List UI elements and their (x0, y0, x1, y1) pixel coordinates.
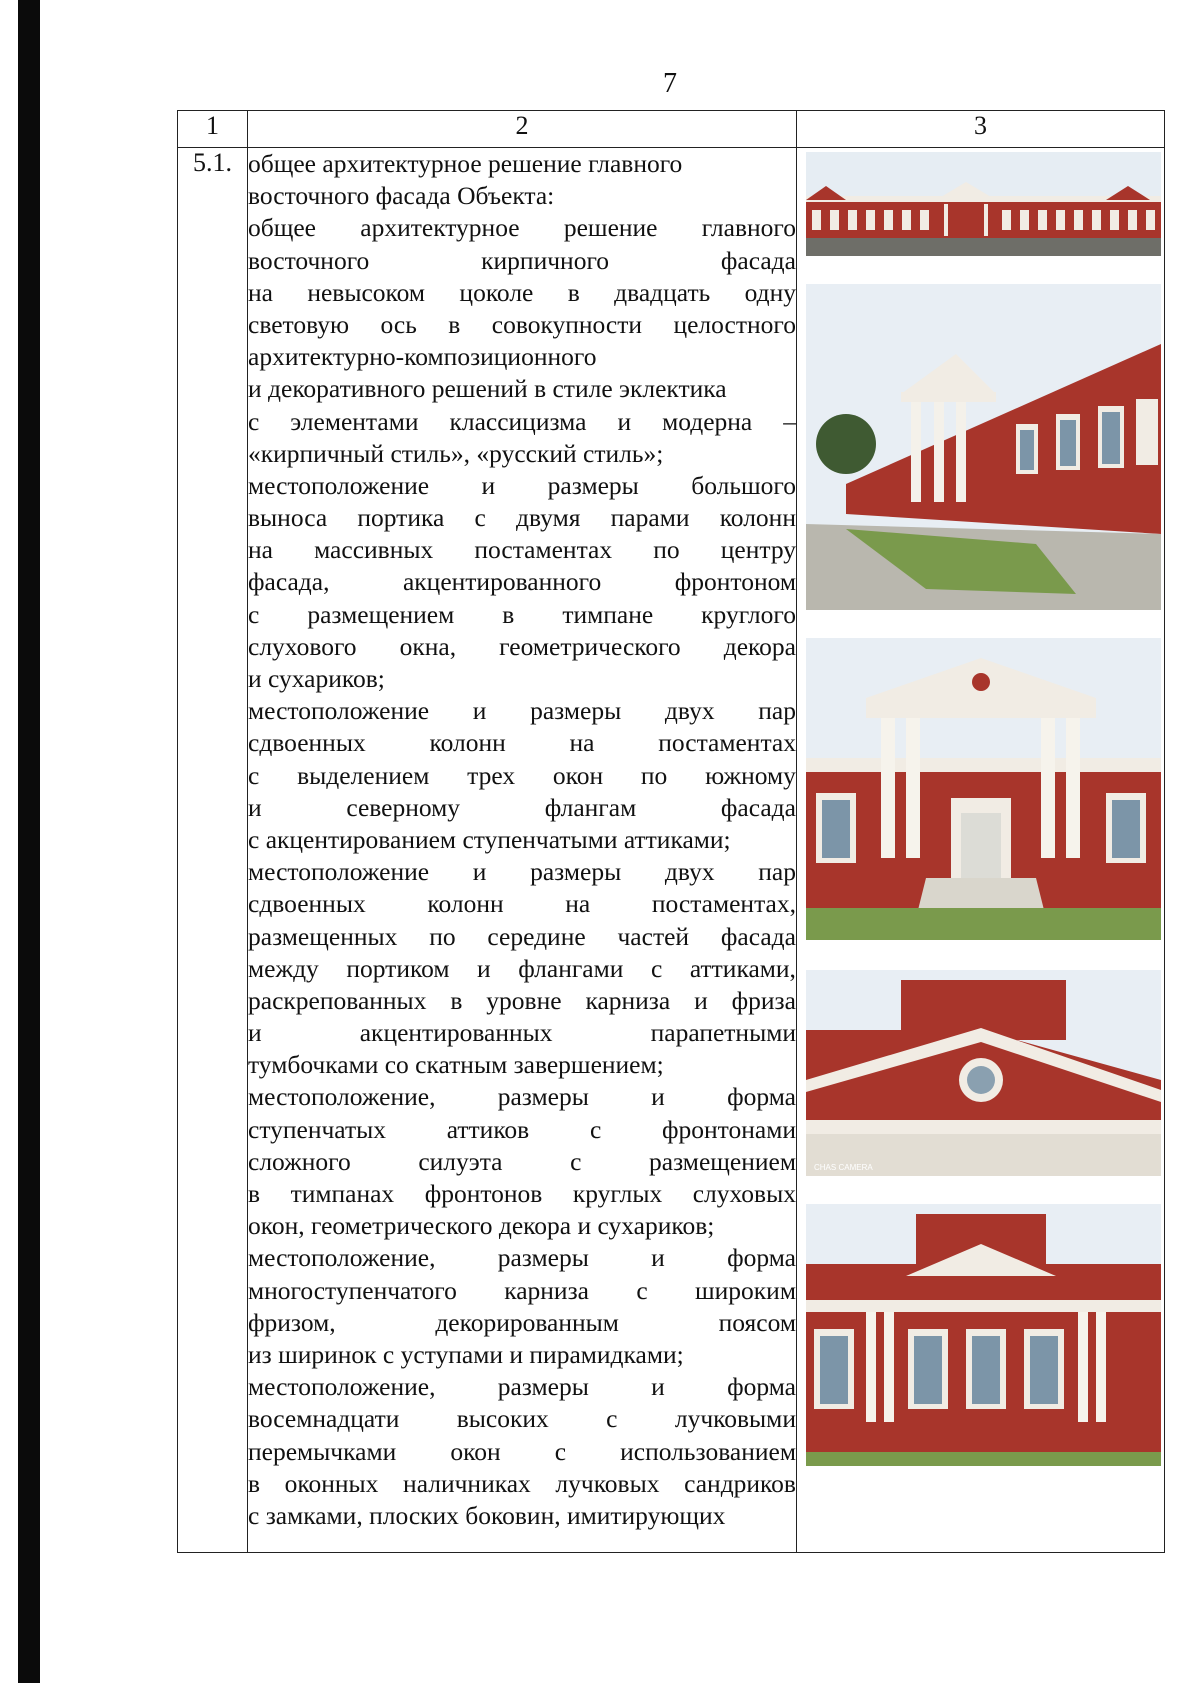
description-line: общее архитектурное решение главного (248, 149, 683, 178)
description-line: фасада, акцентированного фронтоном (248, 567, 796, 597)
photo-side-wing (806, 1204, 1161, 1466)
description-line: размещенных по середине частей фасада (248, 921, 796, 951)
description-line: перемычками окон с использованием (248, 1436, 796, 1466)
header-col-2: 2 (248, 111, 797, 148)
description-line: архитектурно-композиционного (248, 342, 597, 372)
description-line: местоположение и размеры двух пар (248, 857, 796, 887)
description-line: восточного фасада Объекта: (248, 181, 555, 211)
description-line: на невысоком цоколе в двадцать одну (248, 277, 796, 307)
description-line: фризом, декорированным поясом (248, 1307, 796, 1337)
description-line: местоположение, размеры и форма (248, 1372, 796, 1402)
description-line: и декоративного решений в стиле эклектика (248, 374, 727, 404)
description-line: местоположение и размеры двух пар (248, 696, 796, 726)
description-line: слухового окна, геометрического декора (248, 631, 796, 661)
header-col-3: 3 (797, 111, 1165, 148)
photo-portico-perspective (806, 284, 1161, 610)
description-line: на массивных постаментах по центру (248, 535, 796, 565)
photo-portico-front (806, 638, 1161, 940)
table-row (178, 148, 1165, 1553)
photo-attic-pediment (806, 970, 1161, 1176)
description-line: сдвоенных колонн на постаментах (248, 728, 796, 758)
description-line: восточного кирпичного фасада (248, 245, 796, 275)
description-line: местоположение, размеры и форма (248, 1243, 796, 1273)
description-line: ступенчатых аттиков с фронтонами (248, 1114, 796, 1144)
description-line: местоположение, размеры и форма (248, 1082, 796, 1112)
description-line: с акцентированием ступенчатыми аттиками; (248, 824, 731, 854)
description-line: между портиком и флангами с аттиками, (248, 953, 796, 983)
description-line: «кирпичный стиль», «русский стиль»; (248, 438, 664, 468)
description-line: световую ось в совокупности целостного (248, 309, 796, 339)
description-line: и северному флангам фасада (248, 792, 796, 822)
row-number: 5.1. (178, 148, 248, 1553)
description-line: многоступенчатого карниза с широким (248, 1275, 796, 1305)
description-line: выноса портика с двумя парами колонн (248, 503, 796, 533)
description-line: сложного силуэта с размещением (248, 1146, 796, 1176)
description-line: и сухариков; (248, 664, 385, 693)
photo-watermark: CHAS CAMERA (814, 1163, 873, 1172)
description-line: в оконных наличниках лучковых сандриков (248, 1468, 796, 1498)
description-line: с выделением трех окон по южному (248, 760, 796, 790)
description-line: общее архитектурное решение главного (248, 213, 796, 243)
description-text (248, 148, 796, 1532)
description-line: тумбочками со скатным завершением; (248, 1050, 664, 1080)
photo-facade-panorama (806, 152, 1161, 256)
objects-table (177, 110, 1165, 1553)
header-col-1: 1 (178, 111, 248, 148)
page-number: 7 (663, 68, 677, 99)
photos-cell (797, 148, 1165, 1553)
description-cell (248, 148, 797, 1553)
description-line: восемнадцати высоких с лучковыми (248, 1404, 796, 1434)
description-line: из ширинок с уступами и пирамидками; (248, 1339, 684, 1369)
description-line: с элементами классицизма и модерна – (248, 406, 796, 436)
description-line: и акцентированных парапетными (248, 1018, 796, 1048)
description-line: окон, геометрического декора и сухариков; (248, 1211, 715, 1241)
header-row (178, 111, 1165, 148)
description-line: с замками, плоских боковин, имитирующих (248, 1500, 726, 1530)
photo-stack (797, 148, 1164, 1552)
description-line: с размещением в тимпане круглого (248, 599, 796, 629)
scan-edge (18, 0, 40, 1683)
description-line: раскрепованных в уровне карниза и фриза (248, 985, 796, 1015)
description-line: местоположение и размеры большого (248, 470, 796, 500)
description-line: сдвоенных колонн на постаментах, (248, 889, 796, 919)
description-line: в тимпанах фронтонов круглых слуховых (248, 1179, 796, 1208)
